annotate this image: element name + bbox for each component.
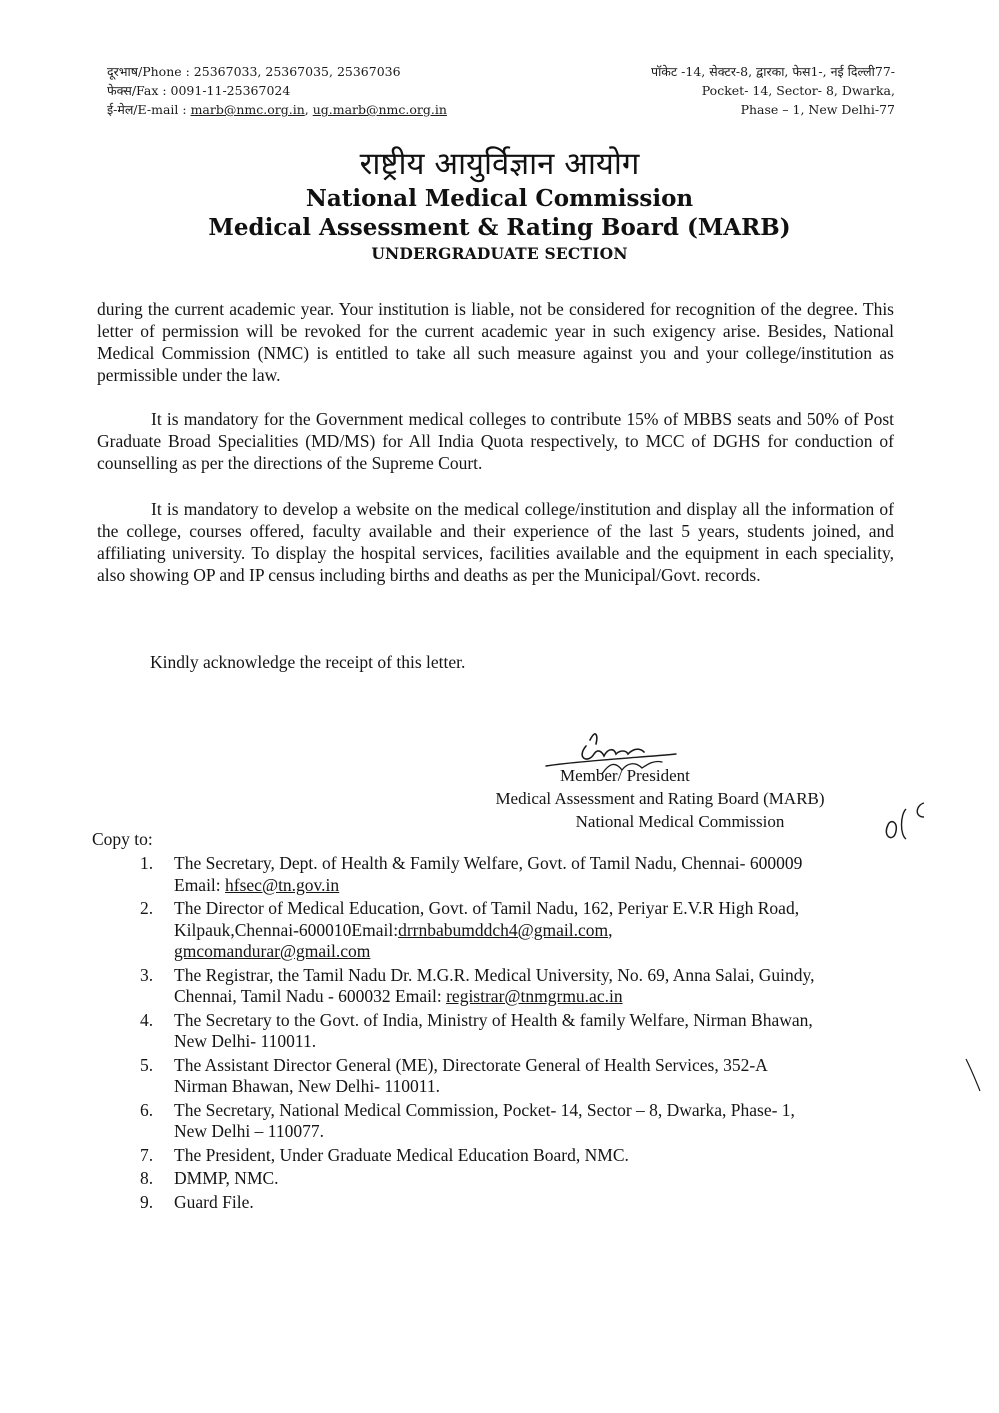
address-text: Chennai, Tamil Nadu - 600032 Email:: [174, 986, 447, 1006]
copy-item-text-2: Nirman Bhawan, New Delhi- 110011.: [174, 1076, 441, 1096]
margin-tick-mark: [962, 1055, 986, 1095]
copy-item-number: 2.: [140, 898, 154, 918]
email-label: Email:: [174, 874, 226, 895]
email-link-dme[interactable]: drrnbabumddch4@gmail.com: [398, 919, 609, 940]
copy-item-number: 1.: [140, 853, 154, 873]
copy-item-number: 3.: [140, 964, 154, 985]
copy-item-text: The Assistant Director General (ME), Directorate General of Health Services, 352-A: [174, 1054, 768, 1075]
copy-item-email-line: [174, 986, 890, 1008]
copy-item-text: The President, Under Graduate Medical Education Board, NMC.: [174, 1144, 629, 1165]
letterhead-address: [565, 62, 895, 119]
email-label: ई-मेल/E-mail :: [107, 102, 191, 117]
board-title: Medical Assessment & Rating Board (MARB): [208, 214, 791, 241]
signatory-designation: Member/ President: [560, 766, 690, 785]
address-text: Kilpauk,Chennai-600010Email:: [174, 919, 399, 940]
copy-item-text: The Director of Medical Education, Govt. of Tamil Nadu, 162, Periyar E.V.R High Road,: [174, 898, 800, 918]
copy-item-text: The Secretary, Dept. of Health & Family Welfare, Govt. of Tamil Nadu, Chennai- 600009: [174, 853, 803, 873]
email-link-registrar[interactable]: registrar@tnmgrmu.ac.in: [446, 986, 623, 1006]
separator: ,: [608, 919, 613, 940]
copy-item-text-2: New Delhi- 110011.: [174, 1031, 317, 1051]
email-line: [107, 100, 547, 119]
copy-item-email-line: [174, 920, 890, 942]
copy-item: [140, 1145, 890, 1167]
email-link-marb[interactable]: marb@nmc.org.in: [190, 102, 305, 117]
copy-to-label: Copy to:: [92, 829, 153, 849]
copy-item-text-2: New Delhi – 110077.: [174, 1121, 325, 1141]
title-english: National Medical Commission: [305, 185, 694, 212]
copy-item: [140, 1055, 890, 1098]
copy-item: [140, 1100, 890, 1143]
title-hindi: राष्ट्रीय आयुर्विज्ञान आयोग: [359, 146, 640, 182]
copy-item: [140, 965, 890, 1008]
copy-item-number: 7.: [140, 1144, 154, 1165]
copy-item-number: 5.: [140, 1054, 154, 1075]
handwritten-annotation-mark: [880, 795, 940, 845]
signatory-organisation: National Medical Commission: [575, 812, 785, 831]
address-line-1: Pocket- 14, Sector- 8, Dwarka,: [701, 83, 895, 98]
copy-item-text: The Secretary to the Govt. of India, Ministry of Health & family Welfare, Nirman Bhawan,: [174, 1009, 813, 1030]
section-title: UNDERGRADUATE SECTION: [371, 244, 628, 263]
email-link-gmc[interactable]: gmcomandurar@gmail.com: [174, 941, 371, 961]
copy-item: [140, 1192, 890, 1214]
copy-item-number: 9.: [140, 1191, 154, 1212]
copy-item-text: The Secretary, National Medical Commission, Pocket- 14, Sector – 8, Dwarka, Phase- 1,: [174, 1099, 795, 1120]
copy-item-number: 8.: [140, 1168, 154, 1188]
letterhead-contact: [107, 62, 547, 119]
copy-item-number: 4.: [140, 1009, 154, 1030]
paragraph-liability: during the current academic year. Your institution is liable, not be considered for recognition of the degree. This letter of permission will be revoked for the current academic year in such exigency arise. Besides, National Medical Commission (NMC) is entitled to take all such measure against you and your college/institution as permissible under the law.: [97, 299, 894, 385]
copy-item: [140, 898, 890, 963]
copy-item-email-line-2: [174, 941, 890, 963]
address-hindi: पॉकेट -14, सेक्टर-8, द्वारका, फेस1-, नई दिल्ली77-: [650, 64, 895, 79]
copy-to-list: [140, 853, 890, 1215]
phone-line: दूरभाष/Phone : 25367033, 25367035, 25367036: [107, 64, 401, 79]
paragraph-acknowledge: Kindly acknowledge the receipt of this letter.: [150, 652, 466, 672]
copy-item-email-line: [174, 875, 890, 897]
copy-item: [140, 853, 890, 896]
copy-item-text: Guard File.: [174, 1191, 254, 1212]
email-link-hfsec[interactable]: hfsec@tn.gov.in: [225, 874, 340, 895]
signatory-board: Medical Assessment and Rating Board (MARB): [495, 789, 825, 808]
paragraph-quota: It is mandatory for the Government medical colleges to contribute 15% of MBBS seats and 50% of Post Graduate Broad Specialities (MD/MS) for All India Quota respectively, to MCC of DGHS for conduction of counselling as per the directions of the Supreme Court.: [97, 409, 894, 473]
copy-item: [140, 1010, 890, 1053]
paragraph-website: It is mandatory to develop a website on the medical college/institution and display all the information of the college, courses offered, faculty available and their experience of the last 5 years, students joined, and affiliating university. To display the hospital services, facilities available and the equipment in each speciality, also showing OP and IP census including births and deaths as per the Municipal/Govt. records.: [97, 499, 894, 585]
copy-item-number: 6.: [140, 1099, 154, 1120]
copy-item-text: DMMP, NMC.: [174, 1168, 279, 1188]
copy-item-text: The Registrar, the Tamil Nadu Dr. M.G.R. Medical University, No. 69, Anna Salai, Guindy,: [174, 964, 815, 985]
email-separator: ,: [304, 102, 313, 117]
address-line-2: Phase – 1, New Delhi-77: [740, 102, 895, 117]
email-link-ug-marb[interactable]: ug.marb@nmc.org.in: [312, 102, 447, 117]
copy-item: [140, 1168, 890, 1190]
fax-line: फेक्स/Fax : 0091-11-25367024: [107, 83, 291, 98]
